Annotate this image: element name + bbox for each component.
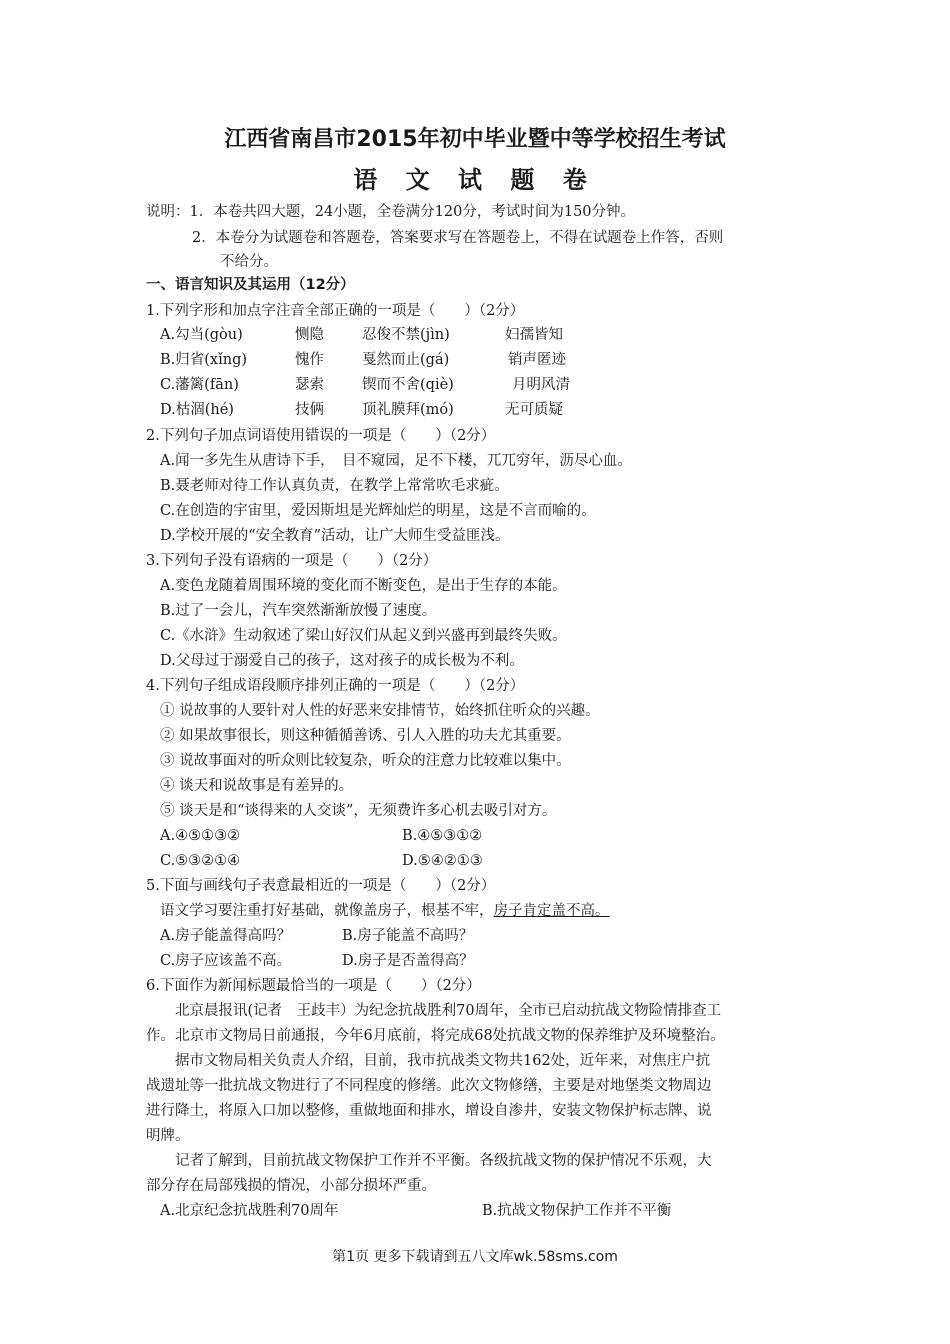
q1-option-d-word3: 顶礼膜拜(mó) [362,402,454,418]
q6-paragraph-1-line-1: 北京晨报讯(记者 王歧丰）为纪念抗战胜利70周年，全市已启动抗战文物险情排查工 [175,1003,722,1019]
q1-option-b-word2: 愧作 [295,352,324,368]
page-footer: 第1页 更多下载请到五八文库wk.58sms.com [332,1249,618,1265]
q2-option-a: A.闻一多先生从唐诗下手， 目不窥园，足不下楼，兀兀穷年，沥尽心血。 [160,453,632,469]
q1-stem: 1.下列字形和加点字注音全部正确的一项是（ ）（2分） [146,303,525,319]
q1-option-a-word1: A.勾当(gòu) [160,327,243,343]
q6-paragraph-3-line-2: 部分存在局部残损的情况，小部分损坏严重。 [146,1178,436,1194]
q3-option-a: A.变色龙随着周围环境的变化而不断变色，是出于生存的本能。 [160,578,567,594]
q5-stem: 5.下面与画线句子表意最相近的一项是（ ）（2分） [146,878,496,894]
q3-option-d: D.父母过于溺爱自己的孩子，这对孩子的成长极为不利。 [160,653,524,669]
q1-option-d-word4: 无可质疑 [505,402,563,418]
q1-option-c-word4: 月明风清 [512,377,570,393]
q6-option-b: B.抗战文物保护工作并不平衡 [482,1203,672,1219]
q1-option-d-word2: 技俩 [295,402,324,418]
q5-passage [160,901,610,921]
q1-option-c-word2: 瑟索 [295,377,324,393]
q4-stem: 4.下列句子组成语段顺序排列正确的一项是（ ）（2分） [146,678,525,694]
q2-option-d: D.学校开展的“安全教育”活动，让广大师生受益匪浅。 [160,528,510,544]
q4-sentence-3: ③ 说故事面对的听众则比较复杂，听众的注意力比较难以集中。 [160,753,571,769]
q1-option-b-word1: B.归省(xǐng) [160,352,248,368]
q5-option-c: C.房子应该盖不高。 [160,953,292,969]
q1-option-c-word3: 锲而不舍(qiè) [362,377,454,393]
q4-sentence-5: ⑤ 谈天是和“谈得来的人交谈”，无须费许多心机去吸引对方。 [160,803,557,819]
q1-option-b-word3: 戛然而止(gá) [362,352,450,368]
q1-option-a-word2: 恻隐 [295,327,324,343]
q4-option-d: D.⑤④②①③ [402,853,483,869]
q5-passage-text: 语文学习要注重打好基础，就像盖房子，根基不牢， [160,903,494,919]
exam-title: 江西省南昌市2015年初中毕业暨中等学校招生考试 [224,127,726,152]
q1-option-b-word4: 销声匿迹 [508,352,566,368]
q6-paragraph-2-line-2: 战遗址等一批抗战文物进行了不同程度的修缮。此次文物修缮，主要是对地堡类文物周边 [146,1078,712,1094]
q3-option-b: B.过了一会儿，汽车突然渐渐放慢了速度。 [160,603,437,619]
q4-option-c: C.⑤③②①④ [160,853,241,869]
instructions-line-2: 2．本卷分为试题卷和答题卷，答案要求写在答题卷上，不得在试题卷上作答，否则 [192,230,724,246]
q2-option-b: B.聂老师对待工作认真负责，在教学上常常吹毛求疵。 [160,478,509,494]
q5-option-a: A.房子能盖得高吗？ [160,928,292,944]
q6-paragraph-2-line-4: 明牌。 [146,1128,190,1144]
q4-sentence-1: ① 说故事的人要针对人性的好恶来安排情节，始终抓住听众的兴趣。 [160,703,600,719]
q5-option-b: B.房子能盖不高吗？ [342,928,474,944]
instructions-line-3: 不给分。 [220,254,278,270]
q2-stem: 2.下列句子加点词语使用错误的一项是（ ）（2分） [146,428,496,444]
q6-paragraph-2-line-1: 据市文物局相关负责人介绍，目前，我市抗战类文物共162处，近年来，对焦庄户抗 [175,1053,711,1069]
q5-option-d: D.房子是否盖得高？ [342,953,474,969]
q4-option-b: B.④⑤③①② [402,828,483,844]
q4-option-a: A.④⑤①③② [160,828,241,844]
q6-paragraph-1-line-2: 作。北京市文物局日前通报，今年6月底前，将完成68处抗战文物的保养维护及环境整治。 [146,1028,725,1044]
q4-sentence-2: ② 如果故事很长，则这种循循善诱、引人入胜的功夫尤其重要。 [160,728,571,744]
q3-stem: 3.下列句子没有语病的一项是（ ）（2分） [146,553,438,569]
q4-sentence-4: ④ 谈天和说故事是有差异的。 [160,778,354,794]
q3-option-c: C.《水浒》生动叙述了梁山好汉们从起义到兴盛再到最终失败。 [160,628,567,644]
q1-option-c-word1: C.藩篱(fān) [160,377,239,393]
exam-subtitle: 语 文 试 题 卷 [353,166,597,194]
q2-option-c: C.在创造的宇宙里，爱因斯坦是光辉灿烂的明星，这是不言而喻的。 [160,503,596,519]
q1-option-a-word3: 忍俊不禁(jìn) [362,327,450,343]
q6-option-a: A.北京纪念抗战胜利70周年 [160,1203,339,1219]
q5-underlined-sentence: 房子肯定盖不高。 [493,903,610,919]
section-heading: 一、语言知识及其运用（12分） [146,277,355,293]
q1-option-a-word4: 妇孺皆知 [505,327,563,343]
instructions-line-1: 说明：1．本卷共四大题，24小题，全卷满分120分，考试时间为150分钟。 [146,204,636,220]
q6-paragraph-3-line-1: 记者了解到，目前抗战文物保护工作并不平衡。各级抗战文物的保护情况不乐观，大 [175,1153,712,1169]
q6-stem: 6.下面作为新闻标题最恰当的一项是（ ）（2分） [146,978,481,994]
q1-option-d-word1: D.枯涸(hé) [160,402,234,418]
q6-paragraph-2-line-3: 进行降土，将原入口加以整修，重做地面和排水，增设自渗井，安装文物保护标志牌、说 [146,1103,712,1119]
